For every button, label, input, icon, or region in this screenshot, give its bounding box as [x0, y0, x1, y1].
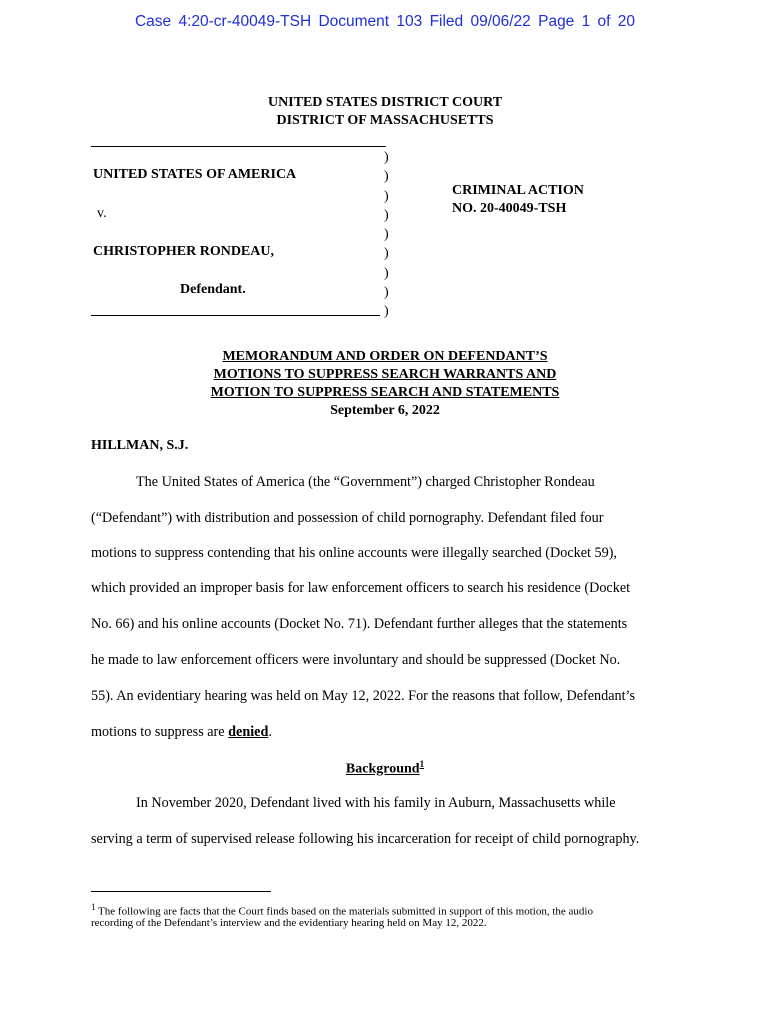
filing-header: Case 4:20-cr-40049-TSH Document 103 Filed 09/06/22 Page 1 of 20: [134, 13, 636, 30]
body-line: The United States of America (the “Government”) charged Christopher Rondeau: [136, 474, 595, 490]
body-text: .: [268, 724, 272, 740]
body-line-last: [91, 724, 272, 741]
footnote-line-1: [91, 902, 593, 918]
section-heading-text: Background: [345, 761, 420, 777]
paren: ): [384, 265, 389, 281]
court-district: DISTRICT OF MASSACHUSETTS: [276, 113, 494, 128]
footnote-rule: [91, 891, 271, 892]
title-line-2: MOTIONS TO SUPPRESS SEARCH WARRANTS AND: [213, 367, 557, 382]
title-date: September 6, 2022: [330, 403, 440, 418]
paren: ): [384, 304, 389, 320]
title-line-3: MOTION TO SUPPRESS SEARCH AND STATEMENTS: [210, 385, 560, 400]
section-heading-background: [0, 759, 770, 778]
title-line-1: MEMORANDUM AND ORDER ON DEFENDANT’S: [222, 349, 548, 364]
paren: ): [384, 246, 389, 262]
ruling-denied: denied: [228, 724, 269, 740]
body-line: No. 66) and his online accounts (Docket No. 71). Defendant further alleges that the statements: [91, 616, 628, 632]
body-line: In November 2020, Defendant lived with his family in Auburn, Massachusetts while: [136, 795, 616, 811]
body-line: serving a term of supervised release following his incarceration for receipt of child pornography.: [91, 831, 640, 847]
body-line: 55). An evidentiary hearing was held on May 12, 2022. For the reasons that follow, Defendant’s: [91, 688, 635, 704]
caption-plaintiff: UNITED STATES OF AMERICA: [93, 167, 297, 182]
paren: ): [384, 207, 389, 223]
body-line: which provided an improper basis for law enforcement officers to search his residence (Docket: [91, 580, 631, 596]
caption-defendant: CHRISTOPHER RONDEAU,: [93, 244, 274, 259]
caption-defendant-role: Defendant.: [180, 282, 246, 297]
caption-top-rule: [91, 146, 386, 147]
footnote-text: The following are facts that the Court finds based on the materials submitted in support of this motion, the audio: [95, 905, 593, 918]
body-line: (“Defendant”) with distribution and possession of child pornography. Defendant filed four: [91, 510, 604, 526]
footnote-ref-link[interactable]: 1: [419, 759, 425, 769]
case-number: NO. 20-40049-TSH: [452, 201, 567, 216]
footnote-number: 1: [91, 902, 96, 912]
court-name: UNITED STATES DISTRICT COURT: [267, 95, 503, 110]
author: HILLMAN, S.J.: [91, 438, 189, 453]
paren: ): [384, 285, 389, 301]
criminal-action-label: CRIMINAL ACTION: [452, 183, 584, 198]
caption-versus: v.: [97, 206, 107, 221]
body-line: he made to law enforcement officers were involuntary and should be suppressed (Docket No.: [91, 652, 621, 668]
paren: ): [384, 169, 389, 185]
paren: ): [384, 150, 389, 165]
caption-bottom-rule: [91, 315, 380, 316]
paren: ): [384, 227, 389, 243]
caption-paren-column: [384, 148, 394, 322]
body-text: motions to suppress are: [91, 724, 229, 740]
body-line: motions to suppress contending that his online accounts were illegally searched (Docket 59),: [91, 545, 617, 561]
footnote-line-2: recording of the Defendant’s interview and the evidentiary hearing held on May 12, 2022.: [91, 917, 487, 929]
paren: ): [384, 188, 389, 204]
